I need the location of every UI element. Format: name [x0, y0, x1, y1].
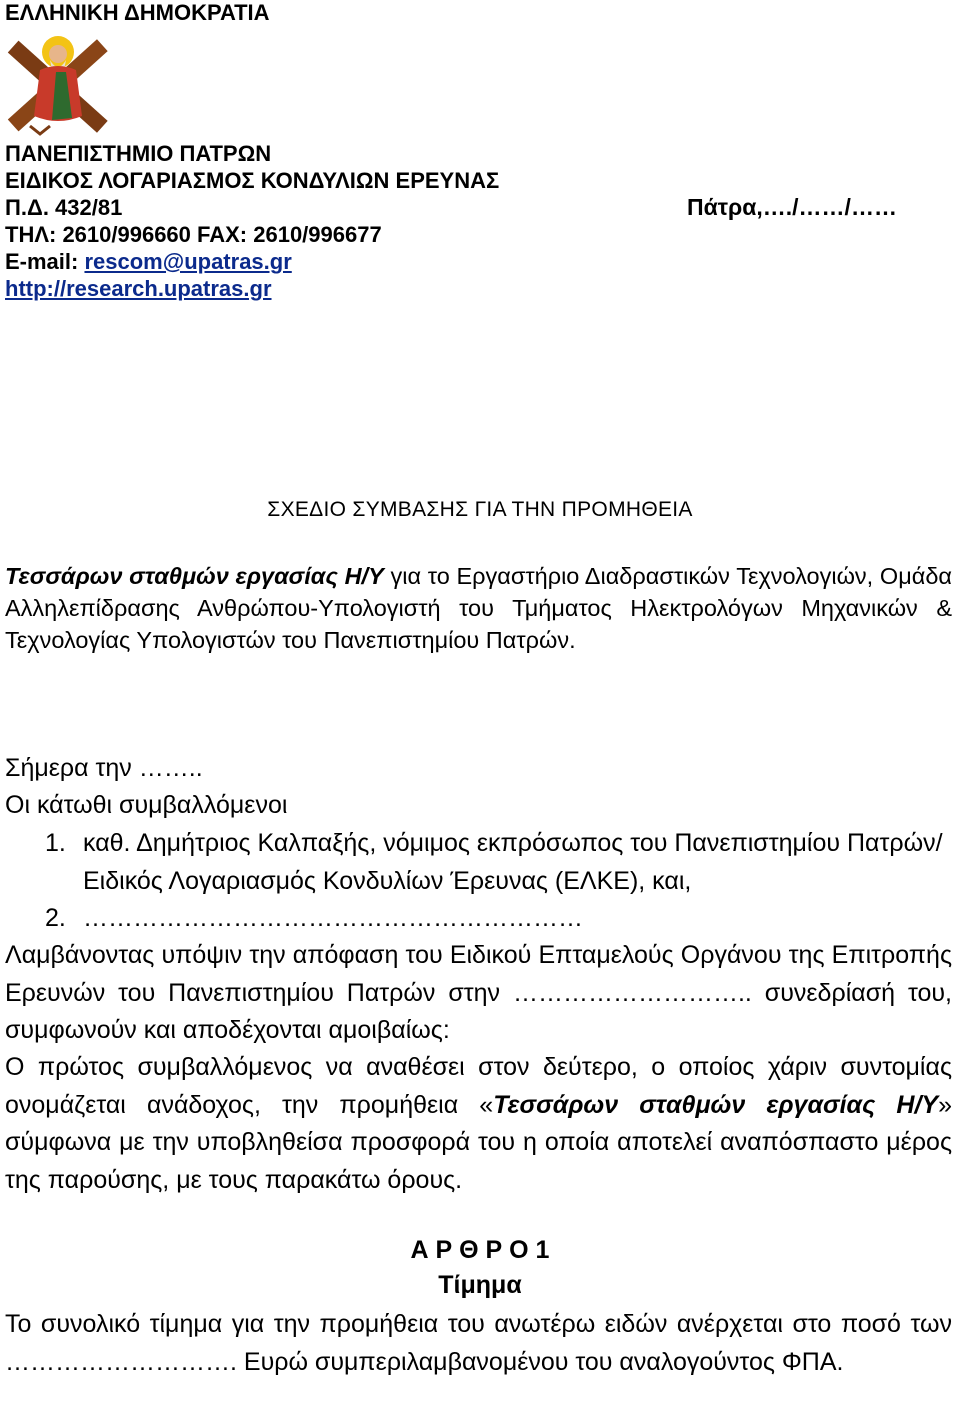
date-line: Πάτρα,…./……/……	[687, 194, 897, 220]
party-1-text: καθ. Δημήτριος Καλπαξής, νόμιμος εκπρόσωπος του Πανεπιστημίου Πατρών/Ειδικός Λογαριασμός Κονδυλίων Έρευνας (ΕΛΚΕ), και,	[83, 829, 943, 895]
intro-emphasis: Τεσσάρων σταθμών εργασίας Η/Υ	[5, 563, 384, 589]
website-link[interactable]: http://research.upatras.gr	[5, 276, 272, 301]
assignment-emphasis: Τεσσάρων σταθμών εργασίας Η/Υ	[493, 1090, 939, 1119]
article-title: Τίμημα	[438, 1271, 522, 1299]
assignment-paragraph	[5, 1049, 952, 1199]
po-box: Π.Δ. 432/81	[5, 195, 123, 220]
party-2-text: ……………………………………………………	[83, 904, 583, 932]
party-1-number: 1.	[45, 829, 66, 857]
today-line: Σήμερα την ……..	[5, 754, 203, 782]
email-label: E-mail:	[5, 249, 85, 274]
office-name: ΕΙΔΙΚΟΣ ΛΟΓΑΡΙΑΣΜΟΣ ΚΟΝΔΥΛΙΩΝ ΕΡΕΥΝΑΣ	[5, 168, 500, 193]
website-line	[5, 276, 272, 302]
document-title: ΣΧΕΔΙΟ ΣΥΜΒΑΣΗΣ ΓΙΑ ΤΗΝ ΠΡΟΜΗΘΕΙΑ	[267, 498, 693, 521]
party-2-number: 2.	[45, 904, 66, 932]
party-1	[45, 825, 955, 900]
saint-andrew-logo	[6, 30, 108, 142]
assignment-text-2: » σύμφωνα με την υποβληθείσα προσφορά του η οποία αποτελεί αναπόσπαστο μέρος της παρούσης, με τους παρακάτω όρους.	[5, 1090, 952, 1194]
article-number: Α Ρ Θ Ρ Ο 1	[410, 1236, 550, 1264]
parties-intro: Οι κάτωθι συμβαλλόμενοι	[5, 791, 288, 819]
assignment-text-1: Ο πρώτος συμβαλλόμενος να αναθέσει στον δεύτερο, ο οποίος χάριν συντομίας ονομάζεται ανάδοχος, την προμήθεια «	[5, 1053, 952, 1119]
intro-paragraph	[5, 560, 952, 656]
party-2	[45, 900, 955, 938]
article-text: Το συνολικό τίμημα για την προμήθεια του ανωτέρω ειδών ανέρχεται στο ποσό των ………………………. Ευρώ συμπεριλαμβανομένου του αναλογούντος ΦΠΑ.	[5, 1310, 952, 1376]
university-name: ΠΑΝΕΠΙΣΤΗΜΙΟ ΠΑΤΡΩΝ	[5, 141, 272, 166]
intro-text: για το Εργαστήριο Διαδραστικών Τεχνολογιών, Ομάδα Αλληλεπίδρασης Ανθρώπου-Υπολογιστή του Τμήματος Ηλεκτρολόγων Μηχανικών & Τεχνολογίας Υπολογιστών του Πανεπιστημίου Πατρών.	[5, 563, 953, 653]
country-heading: ΕΛΛΗΝΙΚΗ ΔΗΜΟΚΡΑΤΙΑ	[5, 0, 270, 25]
email-line	[5, 249, 292, 275]
email-link[interactable]: rescom@upatras.gr	[84, 249, 292, 274]
phone-fax: ΤΗΛ: 2610/996660 FAX: 2610/996677	[5, 222, 382, 247]
decision-paragraph: Λαμβάνοντας υπόψιν την απόφαση του Ειδικού Επταμελούς Οργάνου της Επιτροπής Ερευνών του Πανεπιστημίου Πατρών στην ……………………….. συνεδρίασή του, συμφωνούν και αποδέχονται αμοιβαίως:	[5, 941, 952, 1044]
